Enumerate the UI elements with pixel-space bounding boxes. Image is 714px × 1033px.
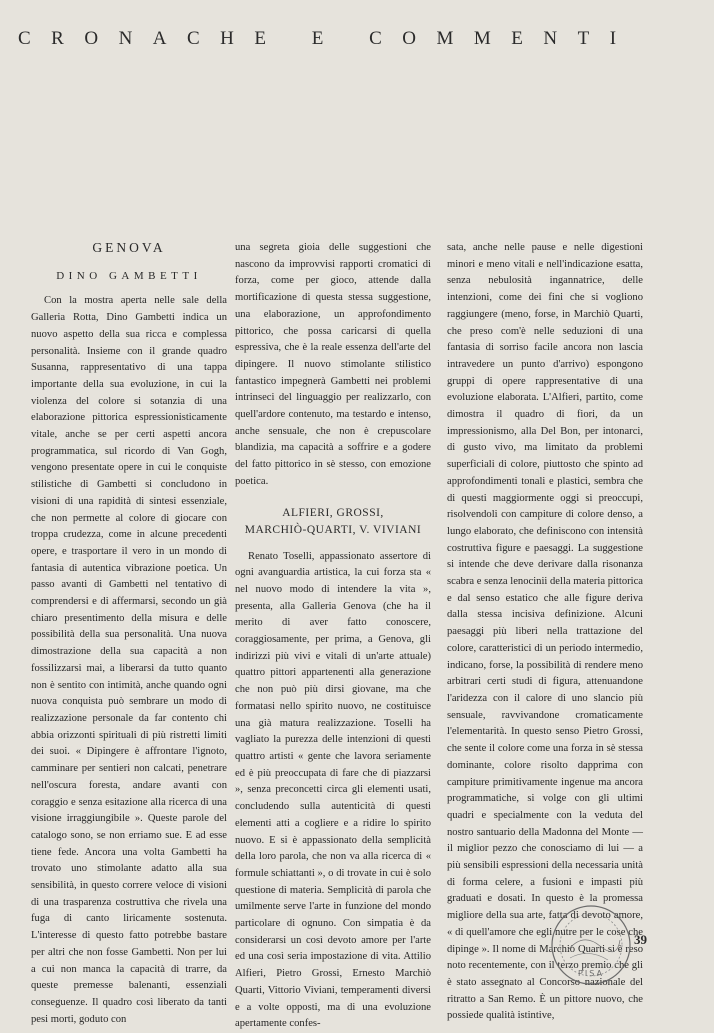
subheading-line-2: MARCHIÒ-QUARTI, V. VIVIANI — [244, 523, 422, 536]
article-paragraph-continued: sata, anche nelle pause e nelle digestioni minori e meno vitali e nell'indicazione esatta, senza nebulosità ingannatrice, delle intenzioni, come dei fini che si vogliono raggiungere (meno, forse, in Marchiò Quarti, che preso com'è nelle seduzioni di una fantasia di sorriso facile ancora non lascia intravedere un punto d'arrivo) espongono gruppi di opere rappresentative di una evoluzione elaborata. L'Alfieri, partito, come dimostra il quadro di fiori, da un impressionismo, alla Del Bon, per intonarci, di gusto vivo, ma limitato da problemi superficiali di colore, piuttosto che spinto ad approfondimenti tonali e plastici, sembra che di questi maggiormente oggi si preoccupi, risolvendoli con campiture di colore denso, a lungo elaborato, che definiscono con intensità costruttiva figure e paesaggi. La suggestione si intende che deve derivare dalla risonanza scabra e senza lenocinii della materia pittorica e dal senso estatico che alle figure deriva dalla stessa incisiva definizione. Alcuni paesaggi più liberi nella trattazione del colore, caratteristici di un periodo intermedio, indicano, forse, la possibilità di rendere meno arbitrari certi studi di figura, attenuandone l'aridezza con il calore di uno slancio più sensuale, ravvivandone cromaticamente l'elementarità. In questo senso Pietro Grossi, che sente il colore come una forza in sè stessa dominante, colore risolto dapprima con campiture primitivamente ingenue ma ancora programmatiche, si volge con gli ultimi quadri e specialmente con la veduta del nostro santuario della Madonna del Monte — il miglior pezzo che conosciamo di lui — a più sensibili espressioni della necessaria unità di forma celere, a fusioni e impasti più graduati e dosati. In questo è la promessa migliore della sua arte, fatta di devoto amore, « di quell'amore che egli nutre per le cose che dipinge ». Il nome di Marchiò Quarti si è reso noto recentemente, con il terzo premio che gli è stato assegnato al Concorso nazionale del ritratto a San Remo. È un pittore nuovo, che possiede qualità istintive, — [447, 242, 643, 1022]
column-1 — [31, 240, 227, 1028]
article-paragraph: Con la mostra aperta nelle sale della Galleria Rotta, Dino Gambetti indica un nuovo aspetto della sua ricca e complessa personalità. Insieme con il grande quadro Susanna, rappresentativo di una tappa importante della sua evoluzione, in cui la violenza del colore si sotanzia di una elaborazione pittorica espressionisticamente vitale, anche se per certi aspetti ancora programmatica, sul ricordo di Van Gogh, vengono presentate opere in cui le conquiste stilistiche di Gambetti si concludono in visioni di una rapidità di sintesi essenziale, che non permette al colore di giocare con troppa crudezza, come in alcune precedenti opere, e trasportare il vero in un mondo di fantasia di autentica vibrazione poetica. Un passo avanti di Gambetti nel tentativo di comprendersi e di affermarsi, secondo un già chiaro presentimento della misura e delle possibilità della sua personalità. Una nuova dimostrazione della sua capacità a non fossilizzarsi mai, a liberarsi da tutto quanto non è sentito con intimità, anche quando ogni nuova conquista può sembrare un modo di realizzazione personale da far contento chi abbia orizzonti spirituali di più ristretti limiti dei suoi. « Dipingere è affrontare l'ignoto, camminare per sentieri non calcati, penetrare nell'oscura foresta, andare avanti con coraggio e senza esitazione alla ricerca di una visione irraggiungibile ». Queste parole del catalogo sono, se non erriamo sue. E ad esse tiene fede. Ancora una volta Gambetti ha trovato uno stimolante adatto alla sua sensibilità, in questo correre veloce di visioni di una trasparenza costruttiva che rivela una fuga di canto liricamente sostenuta. L'interesse di questo fatto potrebbe bastare per altri che non fosse Gambetti. Non per lui a cui non manca la capacità di trarre, da queste premesse balenanti, essenziali conseguenze. Il quadro così liberato da tanti pesi morti, goduto con — [31, 295, 227, 1025]
running-head: CRONACHE E COMMENTI — [18, 28, 637, 49]
section-title: GENOVA — [92, 240, 166, 255]
article-paragraph: Renato Toselli, appassionato assertore di ogni avanguardia artistica, la cui forza sta « nel nuovo modo di intendere la vita », presenta, alla Galleria Genova (che ha il merito di aver fatto conoscere, coraggiosamente, per prima, a Genova, gli indirizzi più vivi e vitali di un'arte attuale) quattro pittori appartenenti alla generazione che non può più dirsi giovane, ma che formatasi nello spirito nuovo, ne costituisce una già matura realizzazione. Toselli ha vagliato la purezza delle intenzioni di questi quattro artisti « gente che lavora seriamente ed è più preoccupata di fare che di piazzarsi », senza preconcetti circa gli elementi usati, concludendo sulla autenticità di questi elementi atti a cogliere e a ridire lo spirito nuovo. E si è appassionato della semplicità della loro parola, che non va alla ricerca di « formule schiattanti », o di trovate in cui è solo questione di materia. Semplicità di parola che umilmente serve l'arte in funzione del mondo particolare di ognuno. Con simpatia è da considerarsi un così devoto amore per l'arte ed una così seria impostazione di vita. Attilio Alfieri, Pietro Grossi, Ernesto Marchiò Quarti, Vittorio Viviani, temperamenti diversi e a volte opposti, ma di una evoluzione apertamente confes- — [235, 550, 431, 1030]
subheading-line-1: ALFIERI, GROSSI, — [282, 506, 384, 519]
page-number: 39 — [634, 932, 647, 947]
stamp-text: PISA — [578, 969, 604, 978]
article-subheading — [235, 505, 431, 539]
library-stamp — [548, 902, 634, 988]
article-paragraph-continued: una segreta gioia delle suggestioni che nascono da improvvisi rapporti cromatici di forza, come per gioco, attende dalla mortificazione di questa stessa suggestione, una elaborazione, un approfondimento pittorico, che possa caricarsi di quella espressiva, che è la reale essenza dell'arte del dipingere. Il nuovo stimolante stilistico fantastico impegnerà Gambetti nei problemi intrinseci del linguaggio per realizzarlo, con quell'ardore contenuto, ma testardo e intenso, anche sensuale, che non è crepuscolare blandizia, ma capacità a soffrire e a godere del fatto pittorico in sè stesso, con emozione poetica. — [235, 242, 431, 487]
column-2 — [235, 240, 431, 1033]
author-name: DINO GAMBETTI — [56, 269, 202, 282]
